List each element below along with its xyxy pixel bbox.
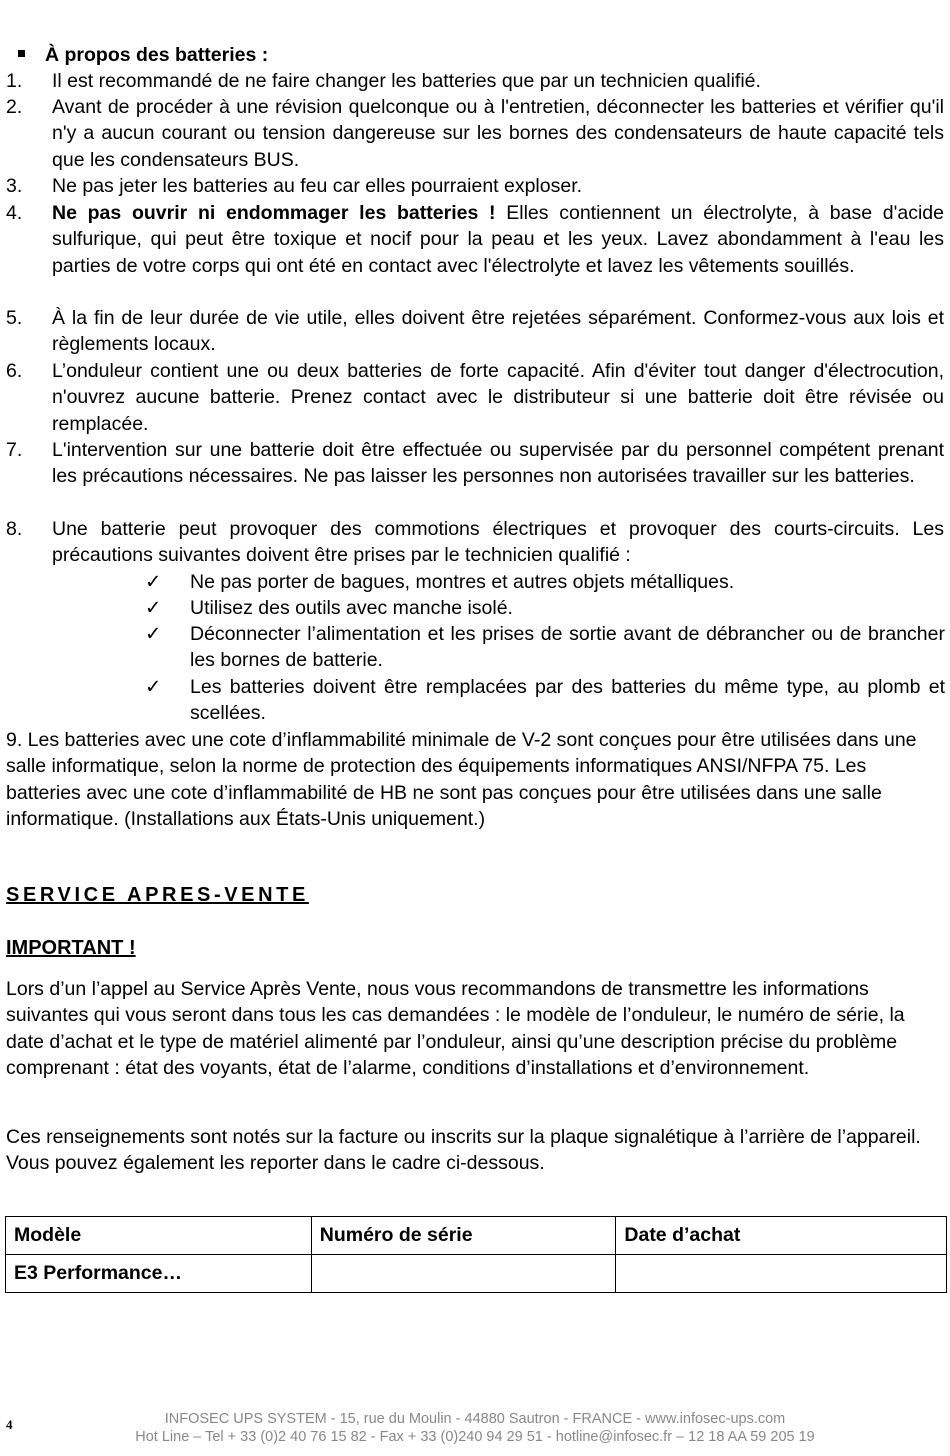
table-row	[6, 1255, 947, 1293]
footer-address: INFOSEC UPS SYSTEM - 15, rue du Moulin - 44880 Sautron - FRANCE - www.infosec-ups.com	[164, 1411, 786, 1427]
checkmark-icon: ✓	[145, 597, 162, 619]
section-title: SERVICE APRES-VENTE	[6, 884, 309, 906]
table-cell-date[interactable]	[616, 1255, 947, 1293]
table-header-cell: Numéro de série	[311, 1217, 616, 1255]
info-paragraph: Ces renseignements sont notés sur la facture ou inscrits sur la plaque signalétique à l’arrière de l’appareil. Vous pouvez également les reporter dans le cadre ci-dessous.	[6, 1126, 921, 1175]
table-header-cell: Modèle	[6, 1217, 312, 1255]
table-cell-model: E3 Performance…	[6, 1255, 312, 1293]
table-header-row	[6, 1217, 947, 1255]
square-bullet-icon	[18, 50, 25, 57]
checkmark-icon: ✓	[145, 571, 162, 593]
item-nine-paragraph: 9. Les batteries avec une cote d’inflammabilité minimale de V-2 sont conçues pour être utilisées dans une salle informatique, selon la norme de protection des équipements informatiques ANSI/NFPA 75. Les batteries avec une cote d’inflammabilité de HB ne sont pas conçues pour être utilisées dans une salle informatique. (Installations aux États-Unis uniquement.)	[6, 729, 917, 831]
footer-contact: Hot Line – Tel + 33 (0)2 40 76 15 82 - Fax + 33 (0)240 94 29 51 - hotline@infosec.fr – 12 18 AA 59 205 19	[135, 1429, 815, 1445]
checkmark-icon: ✓	[145, 676, 162, 698]
document-page: À propos des batteries : 1. Il est recommandé de ne faire changer les batteries que par un technicien qualifié. 2. Avant de procéder à une révision quelconque ou à l'entretien, déconnecter les batteries et vérifier qu'il n'y a aucun courant ou tension dangereuse sur les bornes des condensateurs de haute capacité tels que les condensateurs BUS. 3. Ne pas jeter les batteries au feu car elles pourraient exploser. 4. Ne pas ouvrir ni endommager les batteries ! Elles contiennent un électrolyte, à base d'acide sulfurique, qui peut être toxique et nocif pour la peau et les yeux. Lavez abondamment à l'eau les parties de votre corps qui ont été en contact avec l'électrolyte et lavez les vêtements souillés. 5. À la fin de leur durée de vie utile, elles doivent être rejetées séparément. Conformez-vous aux lois et règlements locaux. 6. L’onduleur contient une ou deux batteries de forte capacité. Afin d'éviter tout danger d'électrocution, n'ouvrez aucune batterie. Prenez contact avec le distributeur si une batterie doit être révisée ou remplacée. 7. L'intervention sur une batterie doit être effectuée ou supervisée par du personnel compétent prenant les précautions nécessaires. Ne pas laisser les personnes non autorisées travailler sur les batteries. 8. Une batterie peut provoquer des commotions électriques et provoquer des courts-circuits. Les précautions suivantes doivent être prises par le technicien qualifié : ✓ Ne pas porter de bagues, montres et autres objets métalliques. ✓ Utilisez des outils avec manche isolé. ✓ Déconnecter l’alimentation et les prises de sortie avant de débrancher ou de brancher les bornes de batterie. ✓ Les batteries doivent être remplacées par des batteries du même type, au plomb et scellées. 9. Les batteries avec une cote d’inflammabilité minimale de V-2 sont conçues pour être utilisées dans une salle informatique, selon la norme de protection des équipements informatiques ANSI/NFPA 75. Les batteries avec une cote d’inflammabilité de HB ne sont pas conçues pour être utilisées dans une salle informatique. (Installations aux États-Unis uniquement.) SERVICE APRES-VENTE IMPORTANT ! Lors d’un l’appel au Service Après Vente, nous vous recommandons de transmettre les informations suivantes qui vous seront dans tous les cas demandées : le modèle de l’onduleur, le numéro de série, la date d’achat et le type de matériel alimenté par l’onduleur, ainsi qu’une description précise du problème comprenant : état des voyants, état de l’alarme, conditions d’installations et d’environnement. Ces renseignements sont notés sur la facture ou inscrits sur la plaque signalétique à l’arrière de l’appareil. Vous pouvez également les reporter dans le cadre ci-dessous. Modèle Numéro de série Date d’achat E3 Performance… 4 INFOSEC UPS SYSTEM - 15, rue du Moulin - 44880 Sautron - FRANCE - www.infosec-ups.com Hot Line – Tel + 33 (0)2 40 76 15 82 - Fax + 33 (0)240 94 29 51 - hotline@infosec.fr – 12 18 AA 59 205 19	[0, 0, 950, 1456]
table-cell-serial[interactable]	[311, 1255, 616, 1293]
table-header-cell: Date d’achat	[616, 1217, 947, 1255]
page-number: 4	[6, 1417, 13, 1432]
warning-bold-text: Ne pas ouvrir ni endommager les batteries !	[52, 202, 496, 224]
important-heading: IMPORTANT !	[6, 937, 136, 959]
checkmark-icon: ✓	[145, 623, 162, 645]
service-paragraph: Lors d’un l’appel au Service Après Vente, nous vous recommandons de transmettre les informations suivantes qui vous seront dans tous les cas demandées : le modèle de l’onduleur, le numéro de série, la date d’achat et le type de matériel alimenté par l’onduleur, ainsi qu’une description précise du problème comprenant : état des voyants, état de l’alarme, conditions d’installations et d’environnement.	[6, 978, 905, 1080]
product-info-table	[5, 1216, 947, 1293]
section-heading-batteries: À propos des batteries :	[18, 42, 268, 68]
